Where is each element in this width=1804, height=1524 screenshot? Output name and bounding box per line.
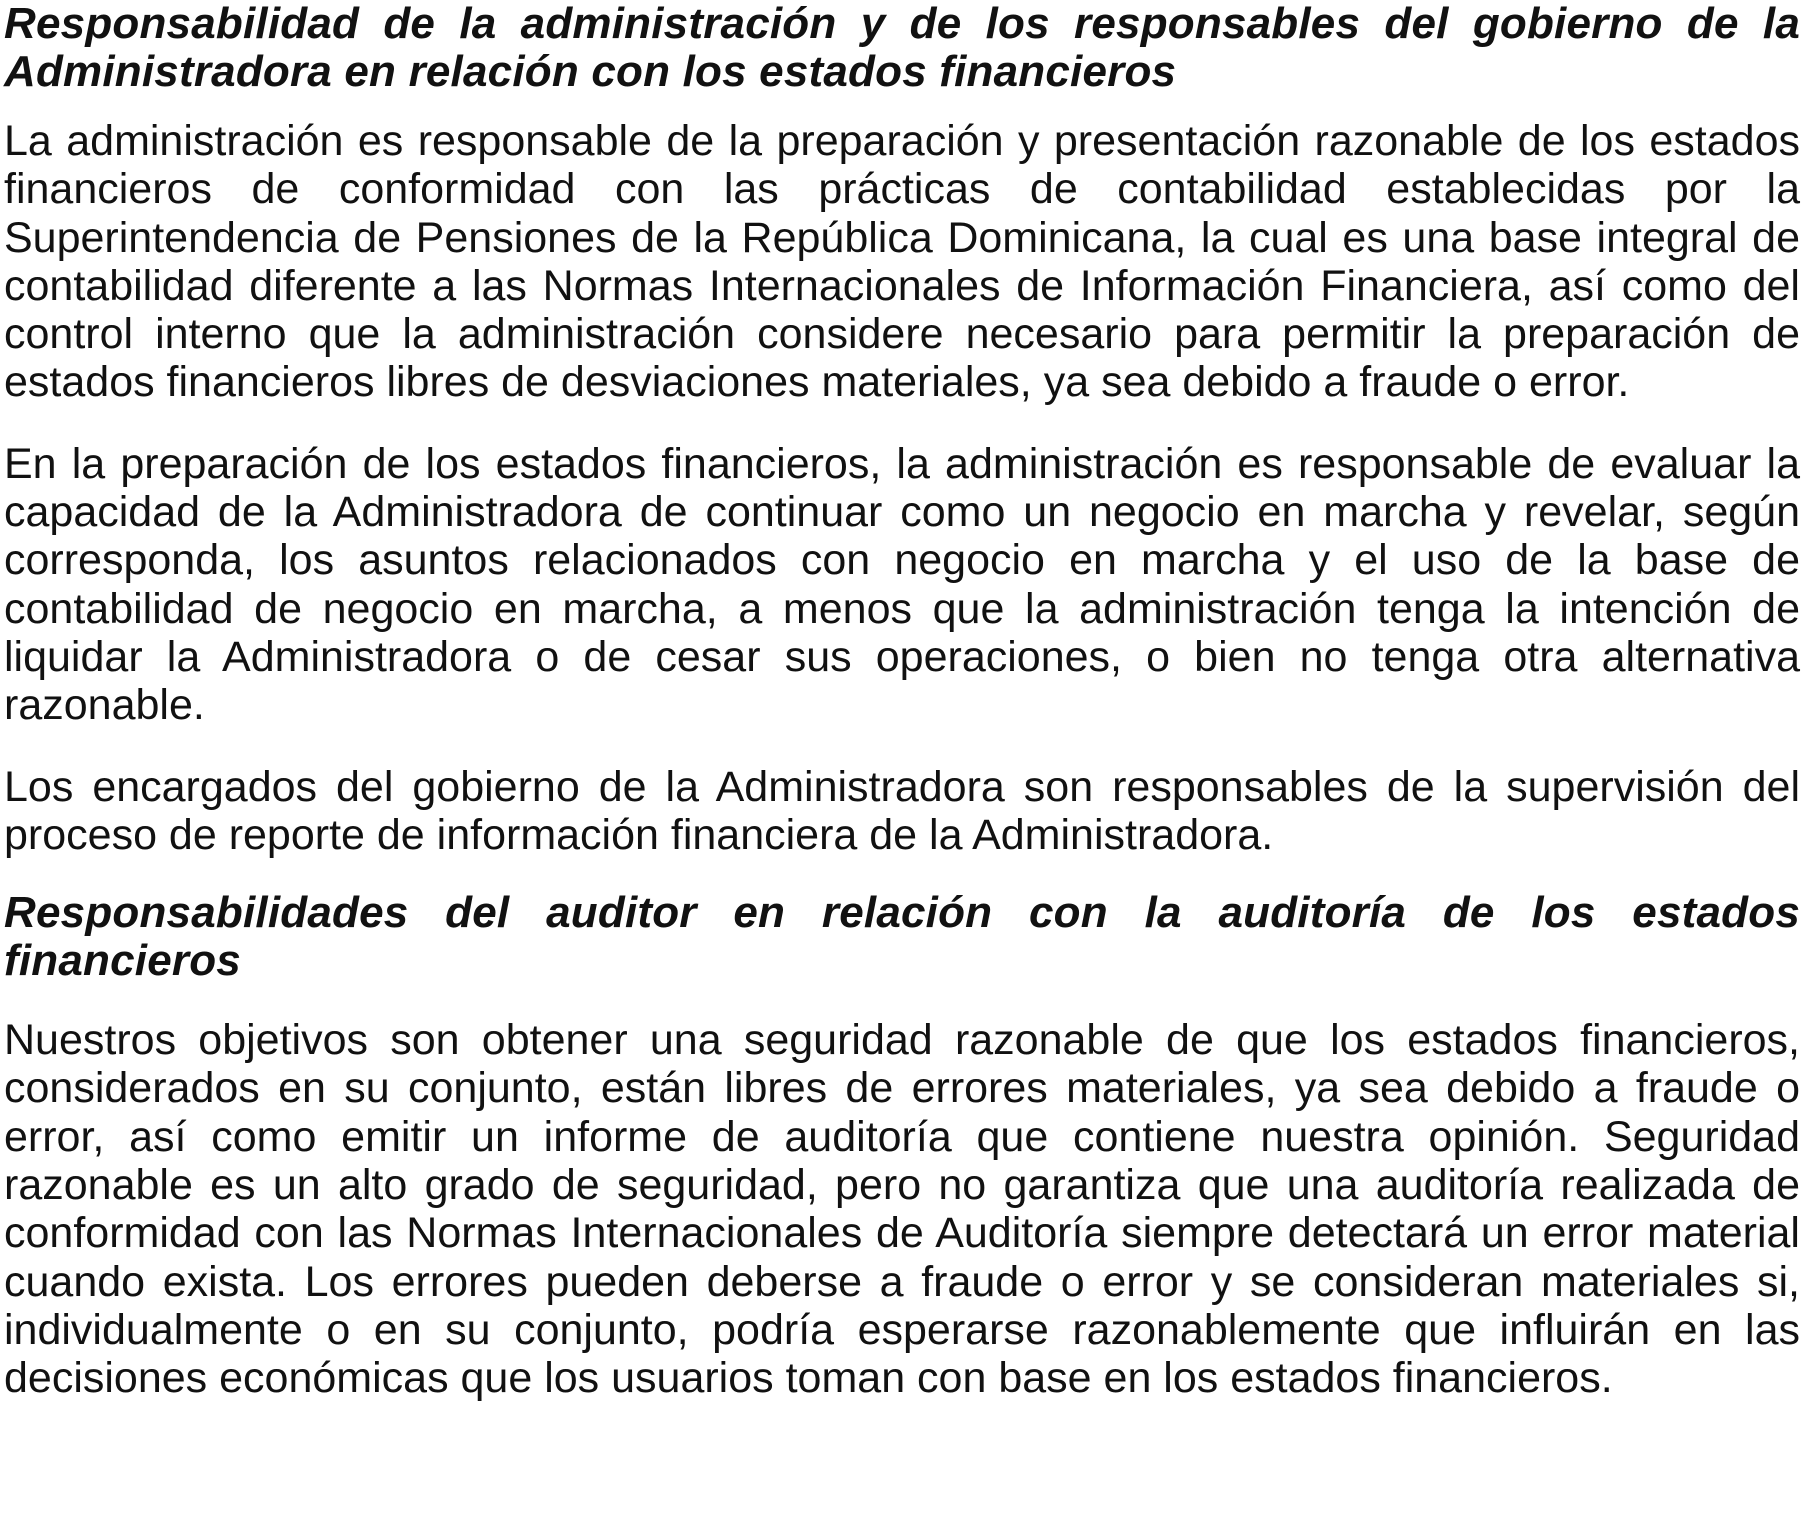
document-page (4, 0, 1800, 1403)
paragraph-management-responsibility: La administración es responsable de la preparación y presentación razonable de los estados financieros de conformidad con las prácticas de contabilidad establecidas por la Superintendencia de Pensiones de la República Dominicana, la cual es una base integral de contabilidad diferente a las Normas Internacionales de Información Financiera, así como del control interno que la administración considere necesario para permitir la preparación de estados financieros libres de desviaciones materiales, ya sea debido a fraude o error. (4, 117, 1800, 407)
section-heading-management-responsibility: Responsabilidad de la administración y de los responsables del gobierno de la Administradora en relación con los estados financieros (4, 0, 1800, 96)
paragraph-governance-oversight: Los encargados del gobierno de la Administradora son responsables de la supervisión del proceso de reporte de información financiera de la Administradora. (4, 762, 1800, 859)
paragraph-audit-objectives: Nuestros objetivos son obtener una seguridad razonable de que los estados financieros, considerados en su conjunto, están libres de errores materiales, ya sea debido a fraude o error, así como emitir un informe de auditoría que contiene nuestra opinión. Seguridad razonable es un alto grado de seguridad, pero no garantiza que una auditoría realizada de conformidad con las Normas Internacionales de Auditoría siempre detectará un error material cuando exista. Los errores pueden deberse a fraude o error y se consideran materiales si, individualmente o en su conjunto, podría esperarse razonablemente que influirán en las decisiones económicas que los usuarios toman con base en los estados financieros. (4, 1016, 1800, 1403)
paragraph-going-concern: En la preparación de los estados financieros, la administración es responsable de evaluar la capacidad de la Administradora de continuar como un negocio en marcha y revelar, según corresponda, los asuntos relacionados con negocio en marcha y el uso de la base de contabilidad de negocio en marcha, a menos que la administración tenga la intención de liquidar la Administradora o de cesar sus operaciones, o bien no tenga otra alternativa razonable. (4, 439, 1800, 730)
section-heading-auditor-responsibility: Responsabilidades del auditor en relación con la auditoría de los estados financieros (4, 888, 1800, 986)
